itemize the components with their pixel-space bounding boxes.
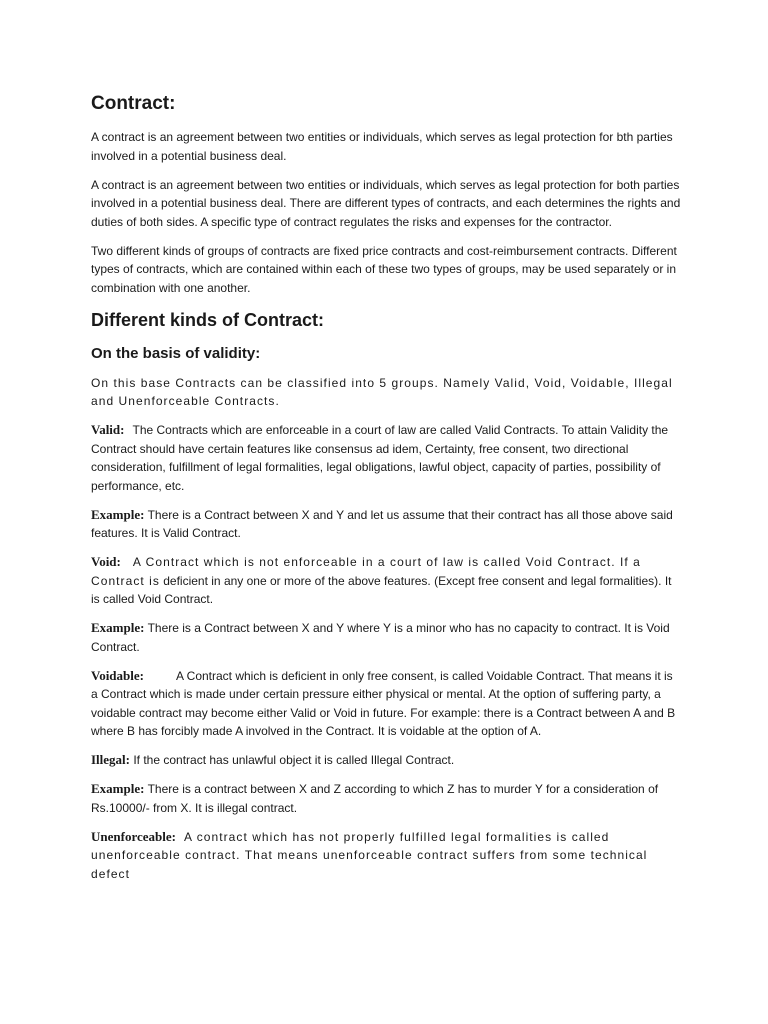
illegal-paragraph: [91, 751, 681, 770]
void-text-spaced: A Contract which is not enforceable in a court of law is called Void Contract. If a Contract is: [91, 555, 641, 588]
unenforceable-text: A contract which has not properly fulfilled legal formalities is called unenforceable contract. That means unenforceable contract suffers from some technical defect: [91, 829, 648, 881]
kinds-heading: Different kinds of Contract:: [91, 309, 325, 330]
example-term: Example:: [91, 620, 145, 635]
example-void-paragraph: [91, 619, 681, 656]
example-text: There is a Contract between X and Y and let us assume that their contract has all those above said features. It is Valid Contract.: [91, 507, 673, 540]
voidable-term: Voidable:: [91, 667, 144, 683]
example-text: There is a contract between X and Z according to which Z has to murder Y for a consideration of Rs.10000/- from X. It is illegal contract.: [91, 782, 659, 815]
void-text: deficient in any one or more of the above features. (Except free consent and legal formalities). It is called Void Contract.: [91, 573, 672, 606]
example-term: Example:: [91, 506, 145, 522]
unenforceable-paragraph: [91, 828, 681, 884]
example-term: Example:: [91, 781, 145, 796]
validity-intro: On this base Contracts can be classified into 5 groups. Namely Valid, Void, Voidable, Illegal and Unenforceable Contracts.: [91, 375, 673, 408]
illegal-term: Illegal:: [91, 752, 130, 767]
intro-paragraph-1: A contract is an agreement between two entities or individuals, which serves as legal protection for bth parties involved in a potential business deal.: [91, 130, 673, 163]
valid-paragraph: [91, 421, 681, 495]
illegal-text: If the contract has unlawful object it is called Illegal Contract.: [133, 753, 455, 767]
document-page: [91, 92, 681, 894]
unenforceable-term: Unenforceable:: [91, 828, 176, 844]
validity-heading: On the basis of validity:: [91, 344, 261, 362]
intro-paragraph-2: A contract is an agreement between two entities or individuals, which serves as legal protection for both parties involved in a potential business deal. There are different types of contracts, and each determines the rights and duties of both sides. A specific type of contract regulates the risks and expenses for the contractor.: [91, 177, 681, 229]
void-term: Void:: [91, 554, 121, 569]
voidable-paragraph: [91, 667, 681, 741]
intro-paragraph-3: Two different kinds of groups of contracts are fixed price contracts and cost-reimbursement contracts. Different types of contracts, which are contained within each of these two types of groups, may be used separately or in combination with one another.: [91, 243, 677, 295]
valid-term: Valid:: [91, 422, 125, 437]
example-illegal-paragraph: [91, 780, 681, 817]
voidable-text: A Contract which is deficient in only free consent, is called Voidable Contract. That means it is a Contract which is made under certain pressure either physical or mental. At the option of suffering party, a voidable contract may become either Valid or Void in future. For example: there is a Contract between A and B where B has forcibly made A involved in the Contract. It is voidable at the option of A.: [91, 668, 676, 738]
example-text: There is a Contract between X and Y where Y is a minor who has no capacity to contract. It is Void Contract.: [91, 621, 670, 654]
valid-text: The Contracts which are enforceable in a court of law are called Valid Contracts. To attain Validity the Contract should have certain features like consensus ad idem, Certainty, free consent, two directional consideration, fulfillment of legal formalities, legal obligations, lawful object, capacity of parties, possibility of performance, etc.: [91, 423, 669, 493]
example-valid-paragraph: [91, 506, 681, 543]
void-paragraph: [91, 553, 681, 609]
page-title: Contract:: [91, 93, 176, 114]
